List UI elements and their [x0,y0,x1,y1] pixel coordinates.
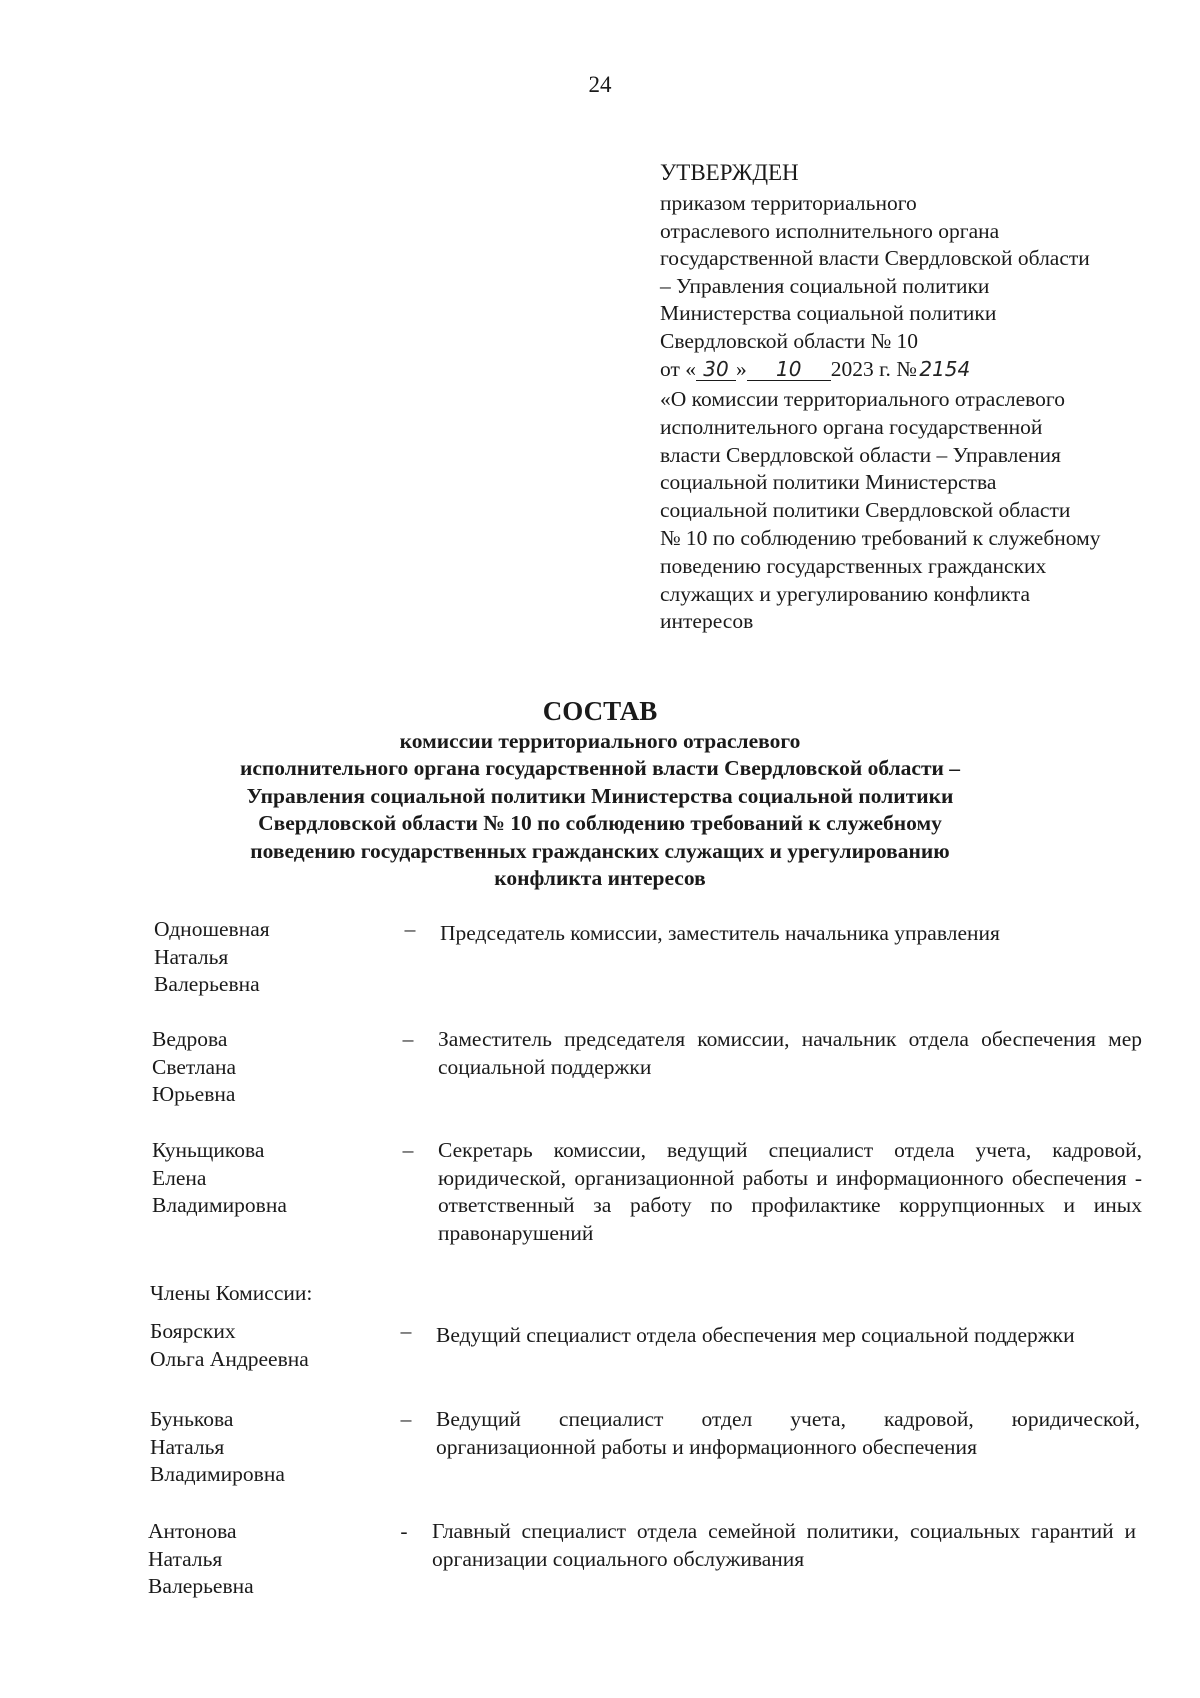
date-month: 10 [776,356,802,381]
member-dash: – [400,1319,412,1343]
approval-line: Свердловской области № 10 [660,328,918,353]
member-name-line: Ведрова [152,1027,228,1051]
heading-subtitle-line: комиссии территориального отраслевого [399,729,801,753]
member-role: Заместитель председателя комиссии, начальник отдела обеспечения мер социальной поддержки [438,1027,1142,1079]
member-name-line: Елена [152,1165,207,1190]
member-name [152,1026,392,1109]
member-name-line: Светлана [152,1054,237,1079]
order-number-field [917,358,973,380]
member-name-line: Боярских [150,1319,236,1343]
member-name-line: Наталья [154,944,229,969]
approval-line: отраслевого исполнительного органа [660,218,1000,243]
order-title-block [660,386,1180,636]
member-name-line: Одношевная [154,917,270,941]
member-role: Председатель комиссии, заместитель начальника управления [440,921,1000,945]
member-role: Ведущий специалист отдел учета, кадровой, юридической, организационной работы и информационного обеспечения [436,1407,1140,1459]
approval-date-line [660,356,1180,384]
member-dash: – [400,1407,412,1431]
date-day: 30 [703,356,729,381]
order-title-line: № 10 по соблюдению требований к служебному [660,525,1101,550]
date-mid: » [736,356,747,381]
approval-block [660,158,1180,383]
heading-subtitle-line: Свердловской области № 10 по соблюдению требований к служебному [258,811,942,836]
approval-line: государственной власти Свердловской области [660,246,1090,271]
heading-title: СОСТАВ [542,696,658,726]
order-title-line: служащих и урегулированию конфликта [660,581,1031,606]
order-title-line: социальной политики Свердловской области [660,498,1071,523]
member-name-line: Ольга Андреевна [150,1346,309,1371]
member-name-line: Наталья [150,1434,225,1459]
date-month-field [747,358,831,381]
member-dash: – [402,1027,414,1051]
member-dash: – [402,1138,414,1162]
order-number: 2154 [919,356,971,381]
member-name [152,1137,392,1220]
member-name-line: Владимировна [152,1193,287,1218]
date-prefix: от « [660,356,696,381]
member-name-line: Наталья [148,1546,223,1571]
members-label: Члены Комиссии: [150,1281,313,1305]
member-name-line: Валерьевна [148,1574,254,1599]
order-title-line: поведению государственных гражданских [660,553,1047,578]
approval-line: Министерства социальной политики [660,301,997,326]
member-name [150,1318,390,1373]
member-role: Ведущий специалист отдела обеспечения мер социальной поддержки [436,1323,1075,1347]
member-role: Секретарь комиссии, ведущий специалист отдела учета, кадровой, юридической, организационной работы и информационного обеспечения - ответственный за работу по профилактике коррупционных и иных правонарушений [438,1138,1142,1245]
heading-subtitle-line: конфликта интересов [494,866,706,891]
composition-heading [0,694,1200,892]
member-name [148,1518,388,1601]
approval-line: – Управления социальной политики [660,273,990,298]
date-day-field [696,358,736,381]
member-name-line: Юрьевна [152,1082,236,1107]
member-dash: – [404,917,416,941]
member-name-line: Антонова [148,1519,237,1543]
approval-title: УТВЕРЖДЕН [660,160,799,185]
page-number: 24 [588,72,612,97]
member-role: Главный специалист отдела семейной политики, социальных гарантий и организации социального обслуживания [432,1519,1136,1571]
order-title-line: социальной политики Министерства [660,470,997,495]
member-name-line: Куньщикова [152,1138,265,1162]
member-name-line: Владимировна [150,1462,285,1487]
heading-subtitle-line: поведению государственных гражданских служащих и урегулированию [250,838,950,863]
member-name [154,916,394,999]
member-dash: - [400,1519,408,1543]
heading-subtitle-line: исполнительного органа государственной власти Свердловской области – [239,756,961,781]
member-name [150,1406,390,1489]
member-name-line: Бунькова [150,1407,234,1431]
approval-line: приказом территориального [660,191,917,215]
heading-subtitle-line: Управления социальной политики Министерства социальной политики [246,783,954,808]
member-name-line: Валерьевна [154,972,260,997]
order-title-line: власти Свердловской области – Управления [660,442,1061,467]
date-year: 2023 г. № [830,356,917,381]
order-title-line: «О комиссии территориального отраслевого [660,387,1065,411]
order-title-line: исполнительного органа государственной [660,414,1043,439]
order-title-line: интересов [660,609,754,634]
